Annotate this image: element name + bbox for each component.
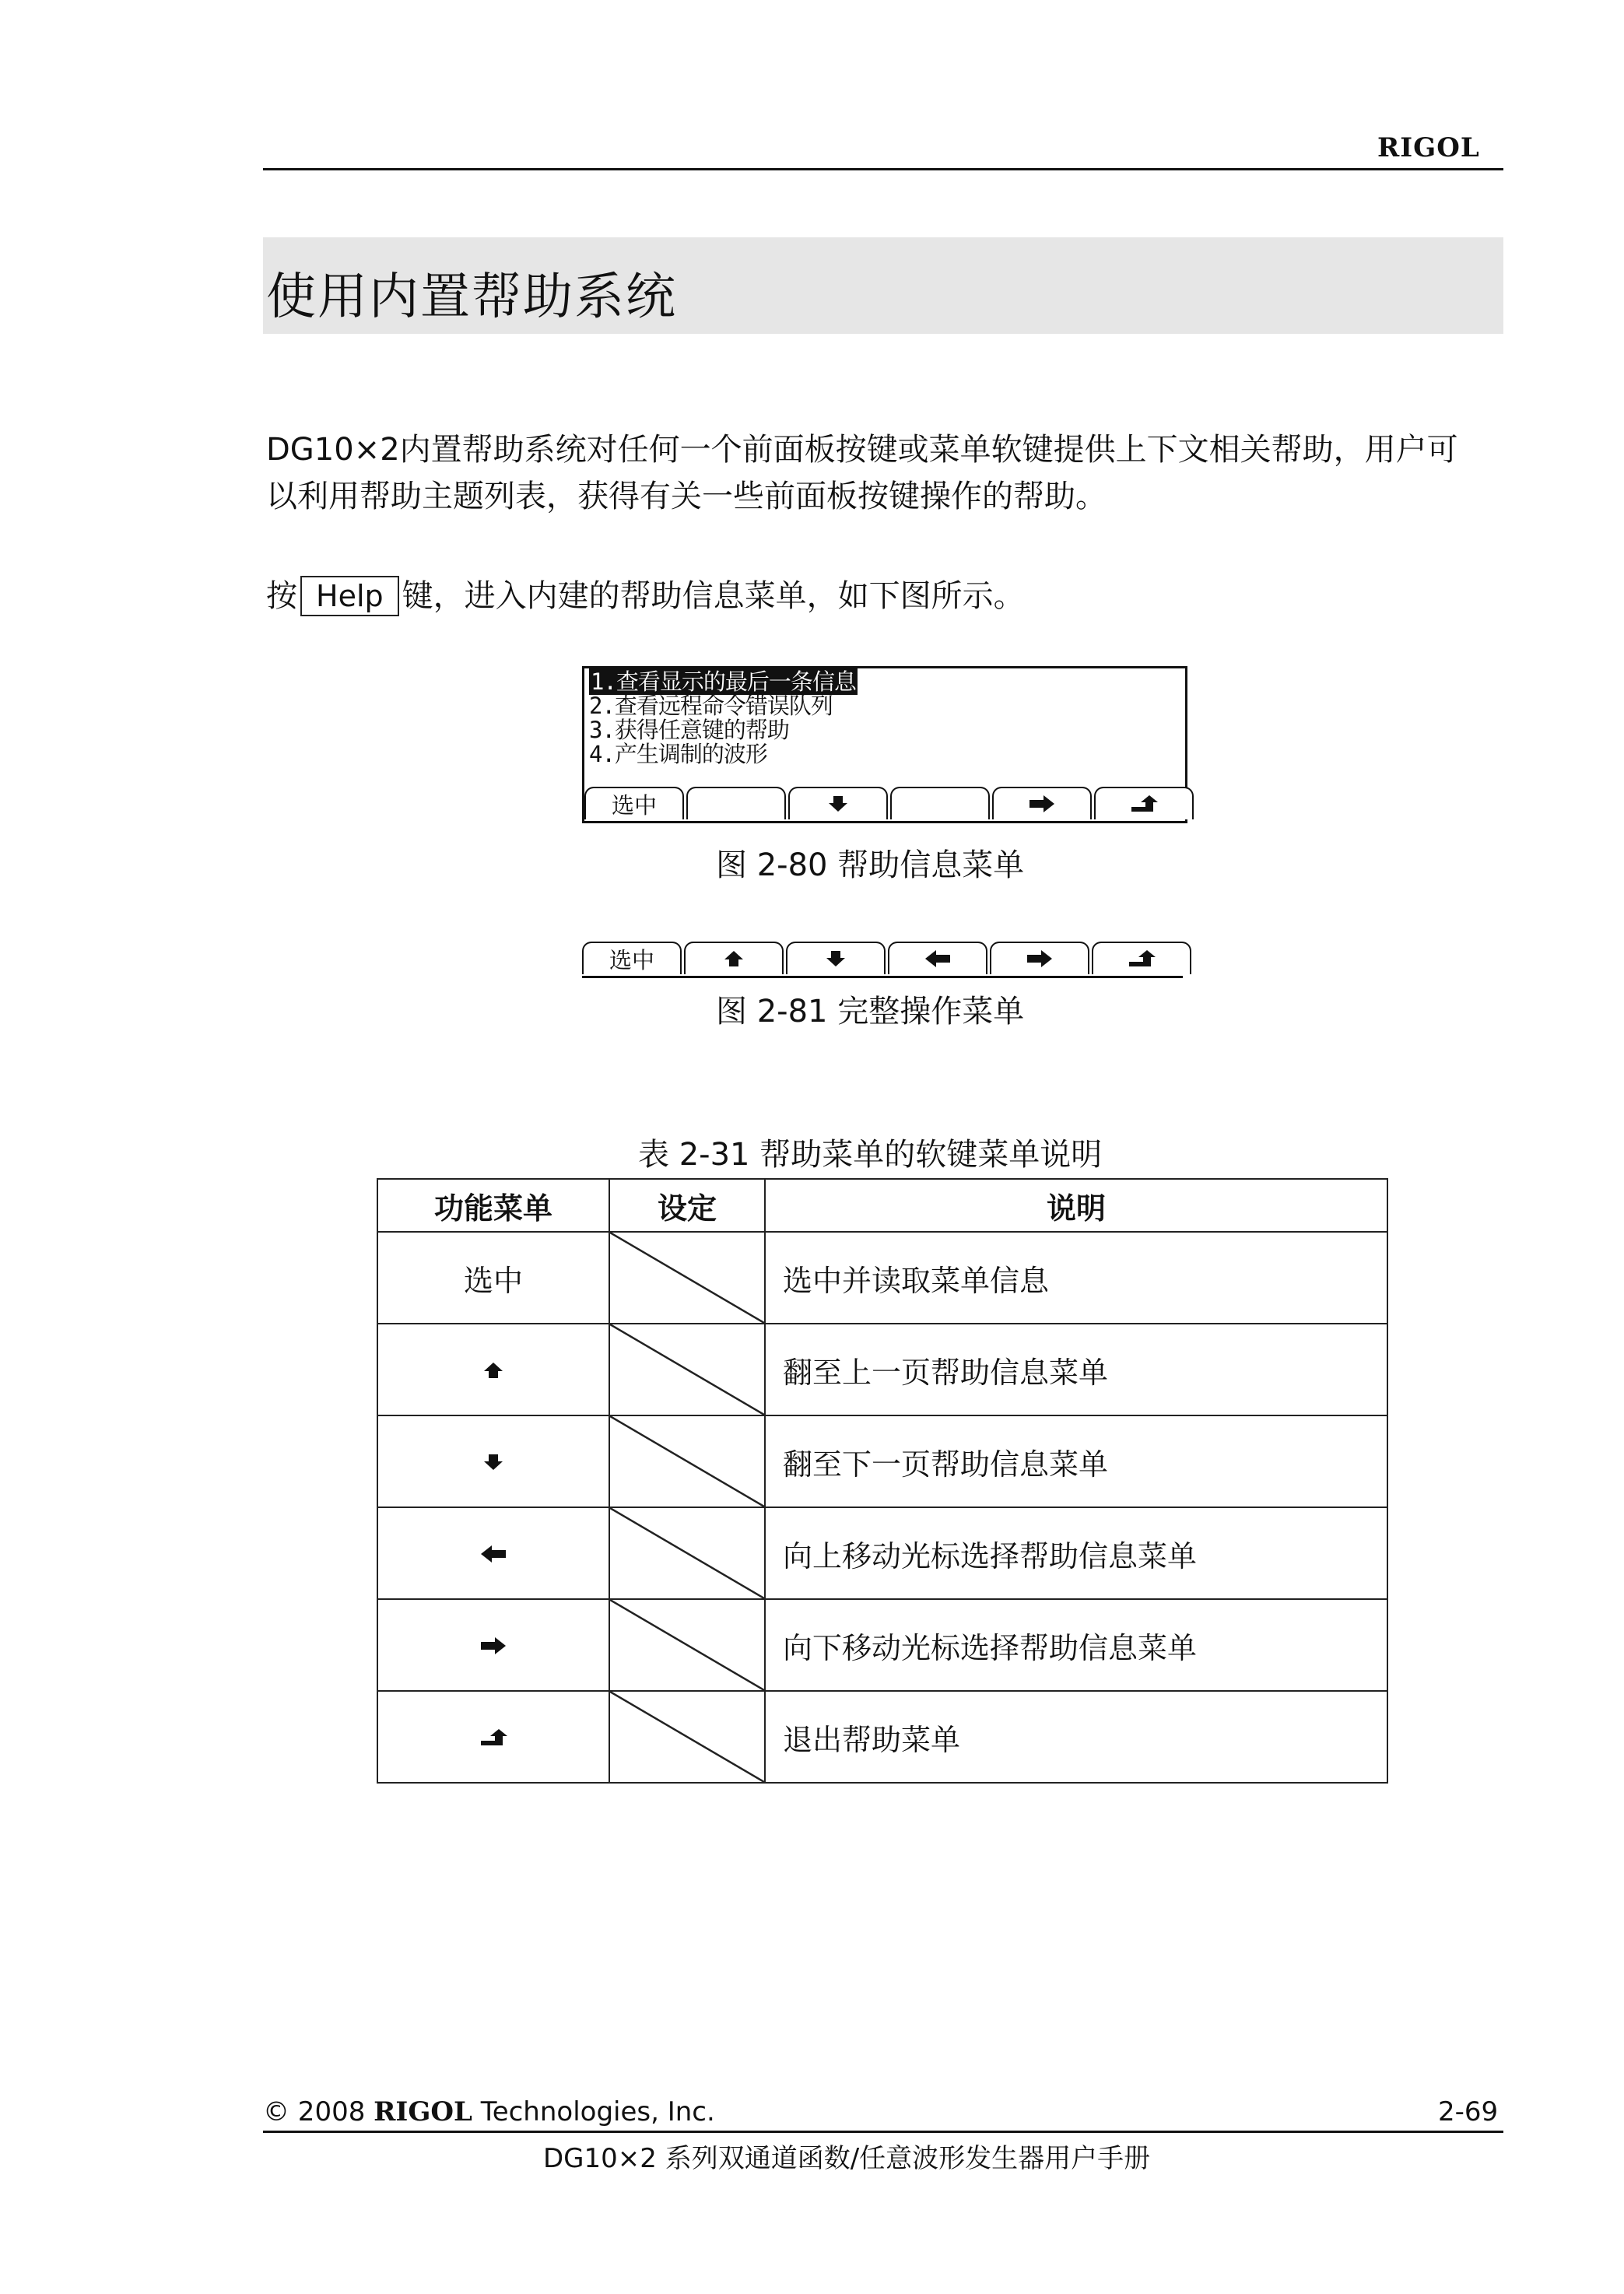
table-row — [377, 1415, 1387, 1507]
menu-cell — [377, 1507, 609, 1599]
right-softkey[interactable] — [992, 787, 1092, 819]
menu-cell: 选中 — [377, 1232, 609, 1324]
empty-softkey — [686, 787, 786, 819]
down-arrow-icon — [823, 794, 854, 813]
right-arrow-icon — [478, 1636, 509, 1655]
help-menu-item-2[interactable]: 2.查看远程命令错误队列 — [589, 693, 833, 719]
down-arrow-icon — [478, 1453, 509, 1471]
menu-cell — [377, 1324, 609, 1415]
softkey-bar — [584, 787, 1194, 819]
press-prefix: 按 — [266, 578, 297, 614]
help-menu-item-4[interactable]: 4.产生调制的波形 — [589, 741, 767, 767]
table-row — [377, 1232, 1387, 1324]
section-title: 使用内置帮助系统 — [266, 268, 677, 326]
setting-cell-empty — [609, 1599, 765, 1691]
full-softkey-bar — [582, 942, 1183, 978]
description-cell: 向上移动光标选择帮助信息菜单 — [765, 1507, 1387, 1599]
description-cell: 向下移动光标选择帮助信息菜单 — [765, 1599, 1387, 1691]
left-arrow-icon — [922, 949, 953, 968]
help-menu-item-3[interactable]: 3.获得任意键的帮助 — [589, 717, 789, 743]
help-key: Help — [300, 576, 399, 616]
copyright-suffix: Technologies, Inc. — [480, 2096, 715, 2127]
return-softkey[interactable] — [1094, 787, 1194, 819]
return-softkey[interactable] — [1092, 942, 1191, 974]
intro-paragraph-line1: DG10×2内置帮助系统对任何一个前面板按键或菜单软键提供上下文相关帮助，用户可 — [266, 432, 1458, 468]
menu-cell — [377, 1691, 609, 1783]
up-softkey[interactable] — [684, 942, 784, 974]
menu-cell — [377, 1599, 609, 1691]
right-arrow-icon — [1026, 794, 1058, 813]
press-instruction — [266, 573, 1025, 619]
copyright-prefix: © 2008 — [263, 2096, 366, 2127]
description-cell: 翻至上一页帮助信息菜单 — [765, 1324, 1387, 1415]
footer-rule — [263, 2131, 1503, 2133]
description-cell: 选中并读取菜单信息 — [765, 1232, 1387, 1324]
page-number: 2-69 — [1438, 2096, 1499, 2127]
left-arrow-icon — [478, 1545, 509, 1563]
footer-doc-title: DG10×2 系列双通道函数/任意波形发生器用户手册 — [543, 2143, 1151, 2174]
footer-copyright — [263, 2096, 715, 2127]
empty-softkey — [890, 787, 990, 819]
down-softkey[interactable] — [786, 942, 886, 974]
setting-cell-empty — [609, 1507, 765, 1599]
return-arrow-icon — [1128, 794, 1159, 813]
table-caption: 表 2-31 帮助菜单的软键菜单说明 — [638, 1137, 1103, 1173]
menu-cell — [377, 1415, 609, 1507]
description-cell: 翻至下一页帮助信息菜单 — [765, 1415, 1387, 1507]
setting-cell-empty — [609, 1232, 765, 1324]
return-arrow-icon — [478, 1728, 509, 1747]
table-row — [377, 1507, 1387, 1599]
right-arrow-icon — [1024, 949, 1055, 968]
header-rule — [263, 168, 1503, 170]
copyright-brand: RIGOL — [374, 2096, 472, 2127]
setting-cell-empty — [609, 1415, 765, 1507]
help-menu-item-1[interactable]: 1.查看显示的最后一条信息 — [591, 668, 856, 695]
figure-80-caption: 图 2-80 帮助信息菜单 — [716, 847, 1025, 883]
down-arrow-icon — [820, 949, 851, 968]
select-softkey[interactable]: 选中 — [584, 787, 684, 819]
up-arrow-icon — [718, 949, 749, 968]
table-row — [377, 1324, 1387, 1415]
table-header-row — [377, 1179, 1387, 1232]
left-softkey[interactable] — [888, 942, 987, 974]
column-header-setting: 设定 — [609, 1179, 765, 1232]
help-menu-screen — [582, 666, 1187, 823]
setting-cell-empty — [609, 1691, 765, 1783]
up-arrow-icon — [478, 1361, 509, 1380]
down-softkey[interactable] — [788, 787, 888, 819]
column-header-menu: 功能菜单 — [377, 1179, 609, 1232]
header-brand: RIGOL — [1377, 132, 1480, 163]
column-header-description: 说明 — [765, 1179, 1387, 1232]
select-softkey[interactable]: 选中 — [582, 942, 682, 974]
table-row — [377, 1599, 1387, 1691]
softkey-description-table — [377, 1178, 1388, 1784]
right-softkey[interactable] — [990, 942, 1089, 974]
press-suffix: 键，进入内建的帮助信息菜单，如下图所示。 — [402, 578, 1025, 614]
description-cell: 退出帮助菜单 — [765, 1691, 1387, 1783]
figure-81-caption: 图 2-81 完整操作菜单 — [716, 994, 1025, 1029]
table-row — [377, 1691, 1387, 1783]
setting-cell-empty — [609, 1324, 765, 1415]
return-arrow-icon — [1126, 949, 1157, 968]
intro-paragraph-line2: 以利用帮助主题列表，获得有关一些前面板按键操作的帮助。 — [266, 479, 1107, 514]
